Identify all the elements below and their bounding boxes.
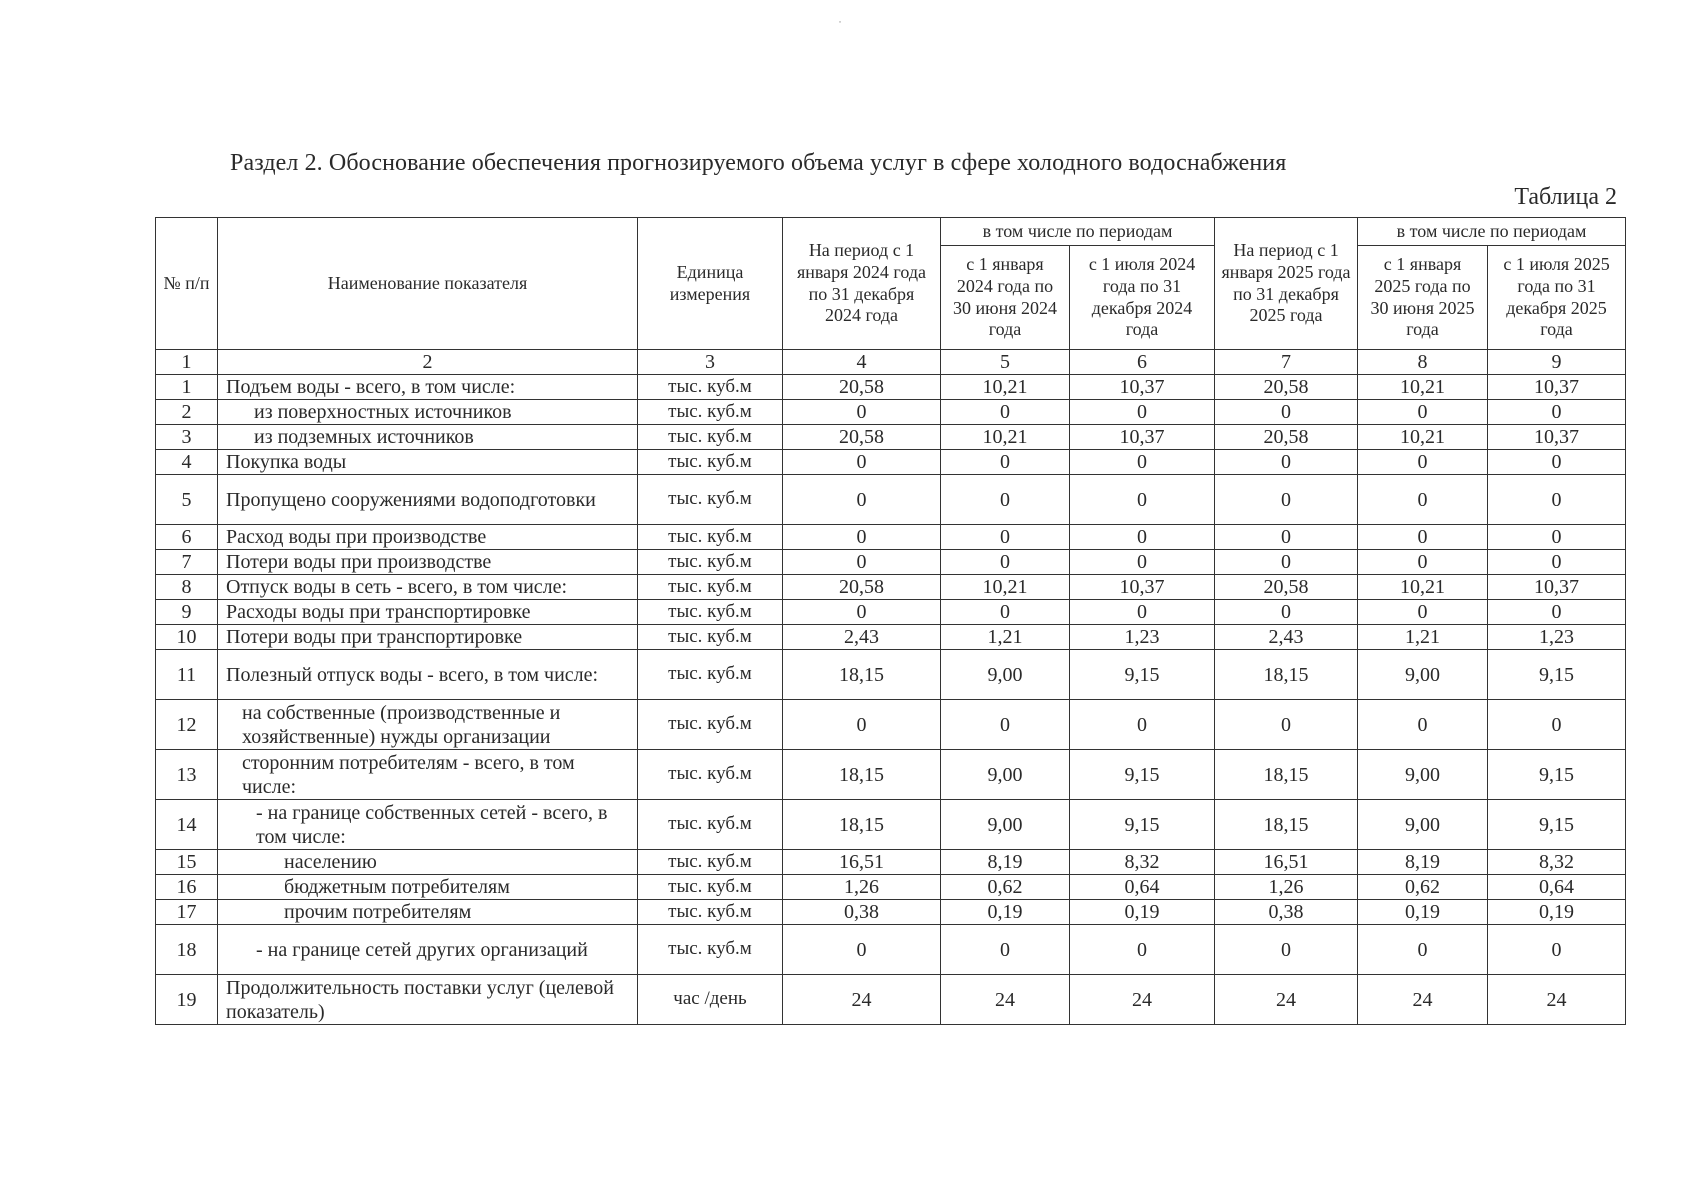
indicator-name: прочим потребителям: [218, 900, 638, 925]
value-cell: 0: [1358, 450, 1488, 475]
table-row: [156, 375, 1626, 400]
row-number: 2: [156, 400, 218, 425]
value-cell: 24: [1488, 975, 1626, 1025]
table-row: [156, 450, 1626, 475]
indicator-unit: тыс. куб.м: [638, 450, 783, 475]
indicator-name: Отпуск воды в сеть - всего, в том числе:: [218, 575, 638, 600]
indicator-unit: тыс. куб.м: [638, 875, 783, 900]
column-index: 7: [1215, 350, 1358, 375]
value-cell: 0: [1488, 475, 1626, 525]
column-index: 2: [218, 350, 638, 375]
value-cell: 9,15: [1488, 750, 1626, 800]
value-cell: 0: [783, 400, 941, 425]
value-cell: 0: [1215, 400, 1358, 425]
value-cell: 2,43: [783, 625, 941, 650]
section-title: Раздел 2. Обоснование обеспечения прогнозируемого объема услуг в сфере холодного водоснабжения: [230, 150, 1287, 176]
value-cell: 20,58: [783, 575, 941, 600]
value-cell: 2,43: [1215, 625, 1358, 650]
value-cell: 9,00: [1358, 750, 1488, 800]
value-cell: 20,58: [1215, 425, 1358, 450]
value-cell: 0: [1070, 700, 1215, 750]
value-cell: 1,21: [941, 625, 1070, 650]
row-number: 11: [156, 650, 218, 700]
value-cell: 0: [1215, 925, 1358, 975]
value-cell: 0: [783, 475, 941, 525]
indicator-unit: тыс. куб.м: [638, 425, 783, 450]
value-cell: 0: [1358, 550, 1488, 575]
value-cell: 1,26: [783, 875, 941, 900]
value-cell: 0: [783, 525, 941, 550]
value-cell: 1,23: [1488, 625, 1626, 650]
column-index: 8: [1358, 350, 1488, 375]
value-cell: 0: [941, 700, 1070, 750]
header-period-2024: На период с 1 января 2024 года по 31 декабря 2024 года: [783, 218, 941, 350]
indicator-name: Потери воды при транспортировке: [218, 625, 638, 650]
value-cell: 0: [941, 400, 1070, 425]
value-cell: 0: [941, 925, 1070, 975]
indicator-name: - на границе собственных сетей - всего, в том числе:: [218, 800, 638, 850]
value-cell: 0,19: [1358, 900, 1488, 925]
table-row: [156, 600, 1626, 625]
value-cell: 0: [1070, 600, 1215, 625]
indicator-unit: тыс. куб.м: [638, 700, 783, 750]
indicator-unit: тыс. куб.м: [638, 550, 783, 575]
indicator-unit: тыс. куб.м: [638, 750, 783, 800]
value-cell: 10,21: [941, 575, 1070, 600]
indicator-name: Расход воды при производстве: [218, 525, 638, 550]
value-cell: 24: [783, 975, 941, 1025]
value-cell: 0: [1215, 600, 1358, 625]
value-cell: 24: [1070, 975, 1215, 1025]
header-h1-2025: с 1 января 2025 года по 30 июня 2025 года: [1358, 246, 1488, 350]
indicator-name: Расходы воды при транспортировке: [218, 600, 638, 625]
value-cell: 0: [1358, 475, 1488, 525]
indicator-unit: тыс. куб.м: [638, 475, 783, 525]
row-number: 9: [156, 600, 218, 625]
value-cell: 0: [1215, 550, 1358, 575]
table-row: [156, 750, 1626, 800]
value-cell: 0: [941, 475, 1070, 525]
value-cell: 0: [1488, 450, 1626, 475]
table-row: [156, 475, 1626, 525]
value-cell: 18,15: [1215, 650, 1358, 700]
value-cell: 1,23: [1070, 625, 1215, 650]
row-number: 4: [156, 450, 218, 475]
value-cell: 9,15: [1070, 750, 1215, 800]
value-cell: 24: [1358, 975, 1488, 1025]
table-row: [156, 400, 1626, 425]
value-cell: 8,32: [1070, 850, 1215, 875]
table-header: [156, 218, 1626, 375]
value-cell: 9,15: [1488, 650, 1626, 700]
row-number: 16: [156, 875, 218, 900]
row-number: 19: [156, 975, 218, 1025]
value-cell: 9,00: [941, 800, 1070, 850]
row-number: 12: [156, 700, 218, 750]
table-row: [156, 575, 1626, 600]
header-unit: Единица измерения: [638, 218, 783, 350]
table-row: [156, 800, 1626, 850]
value-cell: 1,21: [1358, 625, 1488, 650]
indicator-name: - на границе сетей других организаций: [218, 925, 638, 975]
indicator-unit: тыс. куб.м: [638, 900, 783, 925]
value-cell: 8,19: [941, 850, 1070, 875]
value-cell: 10,37: [1488, 575, 1626, 600]
value-cell: 0,62: [1358, 875, 1488, 900]
value-cell: 0: [1070, 475, 1215, 525]
value-cell: 10,21: [1358, 375, 1488, 400]
row-number: 18: [156, 925, 218, 975]
value-cell: 9,15: [1070, 800, 1215, 850]
value-cell: 0: [783, 550, 941, 575]
value-cell: 20,58: [783, 425, 941, 450]
value-cell: 18,15: [1215, 750, 1358, 800]
value-cell: 0,38: [1215, 900, 1358, 925]
indicator-name: сторонним потребителям - всего, в том числе:: [218, 750, 638, 800]
value-cell: 0: [1070, 450, 1215, 475]
value-cell: 18,15: [1215, 800, 1358, 850]
value-cell: 0: [1215, 525, 1358, 550]
table-row: [156, 425, 1626, 450]
indicator-unit: тыс. куб.м: [638, 800, 783, 850]
value-cell: 0: [941, 600, 1070, 625]
value-cell: 16,51: [1215, 850, 1358, 875]
value-cell: 0,38: [783, 900, 941, 925]
scan-speck: ˙: [838, 18, 842, 32]
indicator-unit: час /день: [638, 975, 783, 1025]
value-cell: 0,19: [1488, 900, 1626, 925]
row-number: 5: [156, 475, 218, 525]
value-cell: 0: [941, 450, 1070, 475]
value-cell: 18,15: [783, 650, 941, 700]
value-cell: 20,58: [1215, 375, 1358, 400]
indicator-name: на собственные (производственные и хозяйственные) нужды организации: [218, 700, 638, 750]
value-cell: 10,37: [1070, 575, 1215, 600]
value-cell: 24: [941, 975, 1070, 1025]
indicator-unit: тыс. куб.м: [638, 525, 783, 550]
value-cell: 20,58: [783, 375, 941, 400]
header-num: № п/п: [156, 218, 218, 350]
table-body: [156, 375, 1626, 1025]
table-row: [156, 925, 1626, 975]
value-cell: 0: [783, 600, 941, 625]
value-cell: 0: [1215, 475, 1358, 525]
indicator-name: из подземных источников: [218, 425, 638, 450]
indicator-name: бюджетным потребителям: [218, 875, 638, 900]
value-cell: 0: [941, 525, 1070, 550]
indicator-unit: тыс. куб.м: [638, 400, 783, 425]
value-cell: 0: [1070, 525, 1215, 550]
value-cell: 10,21: [941, 425, 1070, 450]
header-name: Наименование показателя: [218, 218, 638, 350]
indicator-unit: тыс. куб.м: [638, 850, 783, 875]
table-row: [156, 850, 1626, 875]
indicators-table: [155, 217, 1626, 1025]
value-cell: 8,32: [1488, 850, 1626, 875]
value-cell: 0: [1358, 525, 1488, 550]
table-row: [156, 550, 1626, 575]
value-cell: 0: [1358, 400, 1488, 425]
value-cell: 8,19: [1358, 850, 1488, 875]
value-cell: 0: [1070, 925, 1215, 975]
value-cell: 0: [783, 700, 941, 750]
value-cell: 0: [1215, 450, 1358, 475]
indicator-unit: тыс. куб.м: [638, 625, 783, 650]
value-cell: 0: [1358, 700, 1488, 750]
header-period-2025: На период с 1 января 2025 года по 31 декабря 2025 года: [1215, 218, 1358, 350]
value-cell: 10,21: [1358, 425, 1488, 450]
value-cell: 10,37: [1488, 375, 1626, 400]
indicator-unit: тыс. куб.м: [638, 375, 783, 400]
indicator-name: Покупка воды: [218, 450, 638, 475]
indicator-name: Продолжительность поставки услуг (целевой показатель): [218, 975, 638, 1025]
value-cell: 9,00: [1358, 650, 1488, 700]
value-cell: 0: [1488, 700, 1626, 750]
row-number: 13: [156, 750, 218, 800]
value-cell: 9,00: [941, 750, 1070, 800]
value-cell: 9,15: [1070, 650, 1215, 700]
value-cell: 10,37: [1070, 375, 1215, 400]
value-cell: 16,51: [783, 850, 941, 875]
value-cell: 0: [1488, 925, 1626, 975]
row-number: 15: [156, 850, 218, 875]
indicator-unit: тыс. куб.м: [638, 600, 783, 625]
indicator-name: Подъем воды - всего, в том числе:: [218, 375, 638, 400]
header-h1-2024: с 1 января 2024 года по 30 июня 2024 года: [941, 246, 1070, 350]
value-cell: 0,19: [941, 900, 1070, 925]
table-row: [156, 525, 1626, 550]
value-cell: 0: [1358, 600, 1488, 625]
indicator-name: Пропущено сооружениями водоподготовки: [218, 475, 638, 525]
value-cell: 10,21: [1358, 575, 1488, 600]
table-row: [156, 975, 1626, 1025]
table-row: [156, 700, 1626, 750]
value-cell: 0: [1070, 550, 1215, 575]
indicator-name: Полезный отпуск воды - всего, в том числе:: [218, 650, 638, 700]
row-number: 14: [156, 800, 218, 850]
header-h2-2025: с 1 июля 2025 года по 31 декабря 2025 года: [1488, 246, 1626, 350]
column-index: 9: [1488, 350, 1626, 375]
row-number: 17: [156, 900, 218, 925]
row-number: 8: [156, 575, 218, 600]
value-cell: 20,58: [1215, 575, 1358, 600]
value-cell: 0: [783, 450, 941, 475]
header-subgroup-2025: в том числе по периодам: [1358, 218, 1626, 246]
value-cell: 0: [1215, 700, 1358, 750]
value-cell: 0: [1488, 550, 1626, 575]
header-subgroup-2024: в том числе по периодам: [941, 218, 1215, 246]
value-cell: 24: [1215, 975, 1358, 1025]
table-row: [156, 625, 1626, 650]
value-cell: 9,00: [1358, 800, 1488, 850]
value-cell: 10,37: [1070, 425, 1215, 450]
table-row: [156, 900, 1626, 925]
table-row: [156, 650, 1626, 700]
value-cell: 9,15: [1488, 800, 1626, 850]
value-cell: 0: [941, 550, 1070, 575]
table-label: Таблица 2: [1514, 184, 1617, 210]
column-index: 6: [1070, 350, 1215, 375]
value-cell: 0: [1070, 400, 1215, 425]
value-cell: 1,26: [1215, 875, 1358, 900]
value-cell: 18,15: [783, 750, 941, 800]
value-cell: 0,19: [1070, 900, 1215, 925]
row-number: 1: [156, 375, 218, 400]
column-index: 5: [941, 350, 1070, 375]
indicator-unit: тыс. куб.м: [638, 575, 783, 600]
indicator-name: из поверхностных источников: [218, 400, 638, 425]
indicator-name: населению: [218, 850, 638, 875]
value-cell: 0,62: [941, 875, 1070, 900]
row-number: 6: [156, 525, 218, 550]
column-index: 1: [156, 350, 218, 375]
value-cell: 0: [1358, 925, 1488, 975]
indicator-unit: тыс. куб.м: [638, 925, 783, 975]
indicator-unit: тыс. куб.м: [638, 650, 783, 700]
row-number: 7: [156, 550, 218, 575]
value-cell: 10,37: [1488, 425, 1626, 450]
value-cell: 0,64: [1488, 875, 1626, 900]
value-cell: 9,00: [941, 650, 1070, 700]
header-h2-2024: с 1 июля 2024 года по 31 декабря 2024 года: [1070, 246, 1215, 350]
value-cell: 18,15: [783, 800, 941, 850]
column-index: 4: [783, 350, 941, 375]
indicator-name: Потери воды при производстве: [218, 550, 638, 575]
value-cell: 0,64: [1070, 875, 1215, 900]
value-cell: 0: [783, 925, 941, 975]
column-index-row: [156, 350, 1626, 375]
table-row: [156, 875, 1626, 900]
value-cell: 0: [1488, 600, 1626, 625]
row-number: 3: [156, 425, 218, 450]
row-number: 10: [156, 625, 218, 650]
column-index: 3: [638, 350, 783, 375]
value-cell: 0: [1488, 400, 1626, 425]
value-cell: 0: [1488, 525, 1626, 550]
value-cell: 10,21: [941, 375, 1070, 400]
